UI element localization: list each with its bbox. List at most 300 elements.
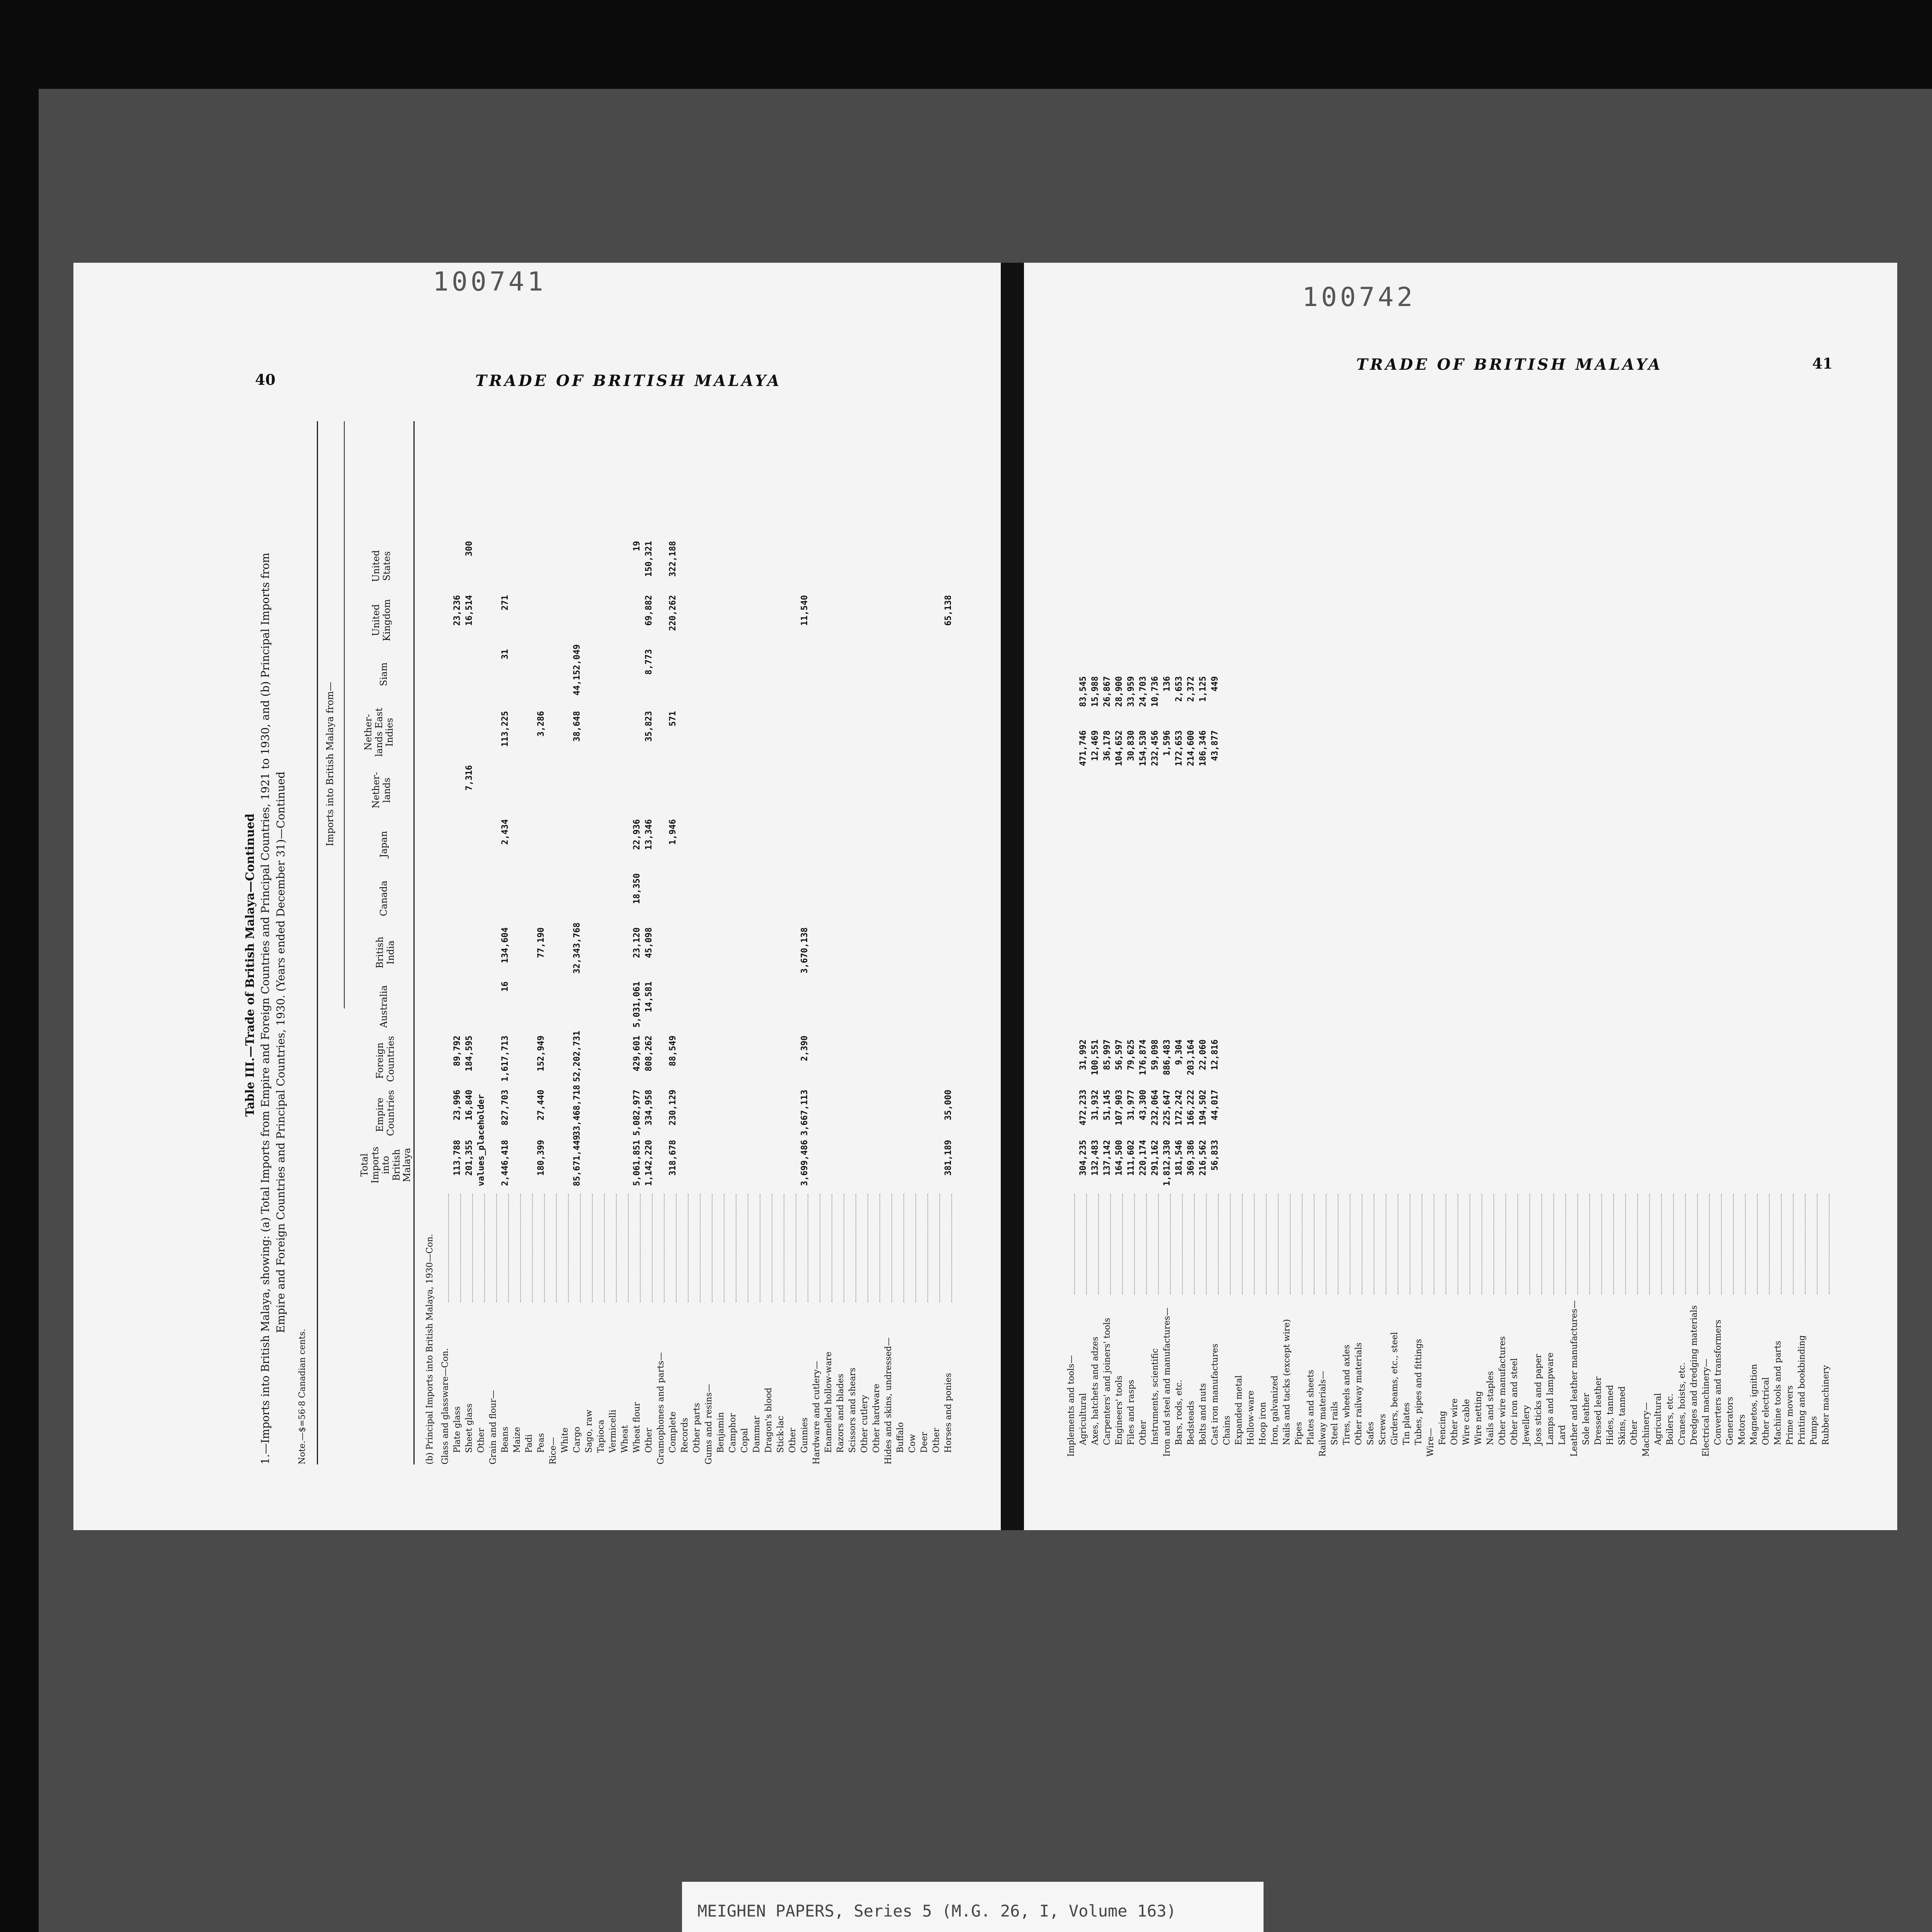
table-cell: 28,900 bbox=[1114, 676, 1124, 707]
dot-leader bbox=[1733, 1194, 1734, 1294]
table-cell: 107,903 bbox=[1114, 1090, 1124, 1126]
book-spine bbox=[1001, 263, 1024, 1530]
table-cell: 1,812,330 bbox=[1162, 1140, 1172, 1186]
col-canada: Canada bbox=[378, 880, 389, 917]
table-cell: 322,188 bbox=[668, 541, 678, 577]
table-cell: 571 bbox=[668, 711, 678, 726]
table-row-label: Other wire manufactures bbox=[1498, 1336, 1507, 1445]
table-cell: 13,346 bbox=[644, 819, 654, 850]
dot-leader bbox=[951, 1194, 952, 1302]
table-row-label: Rubber machinery bbox=[1821, 1365, 1831, 1445]
table-row-label: Grain and flour— bbox=[488, 1390, 498, 1464]
table-cell: 230,129 bbox=[668, 1090, 678, 1126]
table-cell: 85,671,449 bbox=[572, 1135, 582, 1186]
left-page bbox=[73, 263, 1001, 1530]
dot-leader bbox=[1709, 1194, 1710, 1294]
dot-leader bbox=[1817, 1194, 1818, 1294]
dot-leader bbox=[1302, 1194, 1303, 1294]
dot-leader bbox=[1206, 1194, 1207, 1294]
table-cell: 3,286 bbox=[536, 711, 546, 737]
table-cell: 1,142,220 bbox=[644, 1140, 654, 1186]
table-cell: 300 bbox=[464, 541, 474, 556]
table-cell: 5,031,061 bbox=[632, 981, 642, 1028]
table-row-label: Screws bbox=[1378, 1413, 1388, 1445]
table-row-label: Leather and leather manufactures— bbox=[1570, 1300, 1579, 1457]
table-row-label: Wheat flour bbox=[632, 1402, 642, 1453]
table-cell: 69,882 bbox=[644, 595, 654, 626]
table-row-label: Chains bbox=[1222, 1415, 1232, 1445]
table-row-label: Cargo bbox=[572, 1427, 582, 1453]
table-row-label: Generators bbox=[1725, 1396, 1735, 1445]
table-row-label: Other bbox=[644, 1428, 654, 1453]
table-row-label: Other electrical bbox=[1761, 1377, 1771, 1445]
table-cell: 52,202,731 bbox=[572, 1031, 582, 1082]
table-title: Table III.—Trade of British Malaya—Continued bbox=[243, 813, 257, 1117]
dot-leader bbox=[1278, 1194, 1279, 1294]
table-row-label: Files and rasps bbox=[1126, 1379, 1136, 1445]
dot-leader bbox=[1673, 1194, 1674, 1294]
table-row-label: Hollow-ware bbox=[1246, 1390, 1256, 1445]
table-cell: 176,874 bbox=[1138, 1039, 1148, 1075]
dot-leader bbox=[568, 1194, 569, 1302]
dot-leader bbox=[1757, 1194, 1758, 1294]
dot-leader bbox=[532, 1194, 533, 1302]
table-cell: 23,236 bbox=[452, 595, 462, 626]
table-row-label: Hardware and cutlery— bbox=[812, 1361, 821, 1464]
dot-leader bbox=[1242, 1194, 1243, 1294]
table-cell: 181,546 bbox=[1174, 1140, 1184, 1176]
table-cell: 59,098 bbox=[1150, 1039, 1160, 1070]
table-cell: 304,235 bbox=[1078, 1140, 1088, 1176]
table-row-label: Safes bbox=[1366, 1422, 1376, 1445]
table-row-label: Hides, tanned bbox=[1605, 1385, 1615, 1445]
table-row-label: Razors and blades bbox=[836, 1374, 845, 1453]
table-row-label: Carpenters' and joiners' tools bbox=[1102, 1318, 1112, 1445]
table-row-label: Iron, galvanized bbox=[1270, 1375, 1280, 1445]
dot-leader bbox=[915, 1194, 916, 1302]
table-row-label: Other wire bbox=[1450, 1398, 1459, 1445]
table-cell: 2,446,418 bbox=[500, 1140, 510, 1186]
dot-leader bbox=[496, 1194, 497, 1302]
table-row-label: Glass and glassware—Con. bbox=[440, 1348, 450, 1464]
table-cell: 111,602 bbox=[1126, 1140, 1136, 1176]
table-cell: 36,178 bbox=[1102, 730, 1112, 761]
dot-leader bbox=[1613, 1194, 1614, 1294]
table-subtitle-1: 1.—Imports into British Malaya, showing: (a) Total Imports from Empire and Foreign Countries and Principal Countries, 1921 to 1930, and (b) Principal Imports from bbox=[259, 553, 272, 1464]
dot-leader bbox=[1146, 1194, 1147, 1294]
table-row-label: Rice— bbox=[548, 1437, 558, 1464]
table-row-label: Printing and bookbinding bbox=[1797, 1335, 1807, 1445]
table-row-label: Buffalo bbox=[896, 1422, 905, 1453]
table-cell: 164,500 bbox=[1114, 1140, 1124, 1176]
table-row-label: Axes, hatchets and adzes bbox=[1090, 1337, 1100, 1445]
table-cell: 23,120 bbox=[632, 927, 642, 958]
table-cell: 85,997 bbox=[1102, 1039, 1112, 1070]
table-row-label: Other railway materials bbox=[1354, 1342, 1364, 1445]
table-row-label: Instruments, scientific bbox=[1150, 1348, 1160, 1445]
table-row-label: Steel rails bbox=[1330, 1401, 1340, 1445]
table-row-label: Other cutlery bbox=[860, 1395, 869, 1453]
table-row-label: Other bbox=[476, 1428, 486, 1453]
table-cell: 232,064 bbox=[1150, 1090, 1160, 1126]
table-cell: 9,304 bbox=[1174, 1039, 1184, 1065]
table-row-label: Cranes, hoists, etc. bbox=[1677, 1362, 1687, 1445]
table-cell: 318,678 bbox=[668, 1140, 678, 1176]
table-cell: 2,390 bbox=[800, 1036, 810, 1061]
table-row-label: Gunnies bbox=[800, 1417, 810, 1453]
table-cell: 77,190 bbox=[536, 927, 546, 958]
dot-leader bbox=[1721, 1194, 1722, 1294]
dot-leader bbox=[1314, 1194, 1315, 1294]
table-cell: 1,617,713 bbox=[500, 1036, 510, 1082]
dot-leader bbox=[628, 1194, 629, 1302]
table-subtitle-2: Empire and Foreign Countries and Principal Countries, 1930. (Years ended December 31)—Continued bbox=[274, 771, 287, 1333]
dot-leader bbox=[1230, 1194, 1231, 1294]
table-cell: 35,000 bbox=[944, 1090, 953, 1121]
table-cell: values_placeholder bbox=[476, 1094, 486, 1186]
dot-leader bbox=[676, 1194, 677, 1302]
header-bottom-rule bbox=[413, 421, 415, 1464]
table-cell: 11,540 bbox=[800, 595, 810, 626]
table-cell: 134,604 bbox=[500, 927, 510, 963]
table-cell: 5,082,977 bbox=[632, 1090, 642, 1136]
table-cell: 43,877 bbox=[1210, 730, 1220, 761]
table-row-label: Pipes bbox=[1294, 1422, 1304, 1445]
table-cell: 79,625 bbox=[1126, 1039, 1136, 1070]
table-cell: 33,468,718 bbox=[572, 1085, 582, 1136]
dot-leader bbox=[1745, 1194, 1746, 1294]
table-row-label: Other parts bbox=[692, 1403, 702, 1453]
dot-leader bbox=[1481, 1194, 1482, 1294]
col-netherlands-east-indies: Nether- lands East Indies bbox=[363, 707, 395, 757]
dot-leader bbox=[544, 1194, 545, 1302]
table-cell: 100,551 bbox=[1090, 1039, 1100, 1075]
table-row-label: Tapioca bbox=[596, 1420, 606, 1453]
dot-leader bbox=[1601, 1194, 1602, 1294]
dot-leader bbox=[1781, 1194, 1782, 1294]
table-row-label: Deer bbox=[920, 1432, 929, 1453]
table-row-label: Bars, rods, etc. bbox=[1174, 1379, 1184, 1445]
table-row-label: Plates and sheets bbox=[1306, 1369, 1316, 1445]
table-row-label: Vermicelli bbox=[608, 1410, 618, 1453]
table-cell: 10,736 bbox=[1150, 676, 1160, 707]
table-cell: 16,840 bbox=[464, 1090, 474, 1121]
dot-leader bbox=[1098, 1194, 1099, 1294]
group-rule bbox=[344, 421, 345, 1009]
dot-leader bbox=[1290, 1194, 1291, 1294]
table-cell: 83,545 bbox=[1078, 676, 1088, 707]
dot-leader bbox=[1158, 1194, 1159, 1294]
table-row-label: Tin plates bbox=[1402, 1402, 1412, 1445]
table-cell: 32,343,768 bbox=[572, 922, 582, 974]
table-cell: 808,262 bbox=[644, 1036, 654, 1071]
table-row-label: Bedsteads bbox=[1186, 1401, 1196, 1445]
table-cell: 89,792 bbox=[452, 1036, 462, 1066]
table-row-label: Agricultural bbox=[1078, 1393, 1088, 1445]
table-cell: 3,667,113 bbox=[800, 1090, 810, 1136]
table-row-label: Other bbox=[1629, 1420, 1639, 1445]
table-cell: 1,125 bbox=[1198, 676, 1208, 702]
table-cell: 22,060 bbox=[1198, 1039, 1208, 1070]
table-row-label: Dammar bbox=[752, 1415, 762, 1453]
table-row-label: Dressed leather bbox=[1594, 1376, 1603, 1445]
table-row-label: Wire— bbox=[1426, 1428, 1435, 1457]
table-row-label: Boilers, etc. bbox=[1665, 1393, 1675, 1445]
table-cell: 172,242 bbox=[1174, 1090, 1184, 1126]
table-cell: 56,597 bbox=[1114, 1039, 1124, 1070]
table-row-label: Copal bbox=[740, 1428, 750, 1453]
dot-leader bbox=[1517, 1194, 1518, 1294]
table-cell: 3,670,138 bbox=[800, 927, 810, 974]
archive-stamp-left: 100741 bbox=[433, 267, 546, 297]
dot-leader bbox=[1637, 1194, 1638, 1294]
dot-leader bbox=[616, 1194, 617, 1302]
table-row-label: Stick-lac bbox=[776, 1415, 786, 1453]
table-cell: 56,833 bbox=[1210, 1140, 1220, 1171]
table-cell: 31,977 bbox=[1126, 1090, 1136, 1121]
table-cell: 201,355 bbox=[464, 1140, 474, 1176]
table-cell: 203,164 bbox=[1186, 1039, 1196, 1075]
table-row-label: Sago, raw bbox=[584, 1410, 594, 1453]
table-cell: 14,581 bbox=[644, 981, 654, 1012]
dot-leader bbox=[664, 1194, 665, 1302]
dot-leader bbox=[1541, 1194, 1542, 1294]
open-book bbox=[73, 263, 1897, 1530]
table-cell: 2,434 bbox=[500, 819, 510, 845]
dot-leader bbox=[903, 1194, 904, 1302]
table-row-label: Pumps bbox=[1809, 1416, 1819, 1445]
table-row-label: Gramophones and parts— bbox=[656, 1352, 666, 1464]
dot-leader bbox=[700, 1194, 701, 1302]
dot-leader bbox=[1829, 1194, 1830, 1294]
dot-leader bbox=[1469, 1194, 1470, 1294]
table-cell: 27,440 bbox=[536, 1090, 546, 1121]
table-cell: 31,932 bbox=[1090, 1090, 1100, 1121]
col-united-kingdom: United Kingdom bbox=[371, 599, 392, 641]
dot-leader bbox=[688, 1194, 689, 1302]
table-cell: 194,502 bbox=[1198, 1090, 1208, 1126]
dot-leader bbox=[1194, 1194, 1195, 1294]
table-cell: 31 bbox=[500, 649, 510, 660]
table-cell: 33,959 bbox=[1126, 676, 1136, 707]
table-row-label: Nails and tacks (except wire) bbox=[1282, 1319, 1292, 1445]
table-cell: 44,017 bbox=[1210, 1090, 1220, 1121]
table-cell: 232,456 bbox=[1150, 730, 1160, 766]
table-cell: 88,549 bbox=[668, 1036, 678, 1066]
table-row-label: Fencing bbox=[1438, 1411, 1447, 1445]
dot-leader bbox=[1661, 1194, 1662, 1294]
table-row-label: Sole leather bbox=[1582, 1393, 1591, 1445]
table-row-label: Complete bbox=[668, 1412, 678, 1453]
table-cell: 172,653 bbox=[1174, 730, 1184, 766]
dot-leader bbox=[1769, 1194, 1770, 1294]
table-cell: 12,816 bbox=[1210, 1039, 1220, 1070]
table-row-label: Enamelled hollow-ware bbox=[824, 1352, 833, 1453]
table-row-label: Skins, tanned bbox=[1617, 1386, 1627, 1445]
table-row-label: Hoop iron bbox=[1258, 1402, 1268, 1445]
table-row-label: Benjamin bbox=[716, 1412, 726, 1453]
dot-leader bbox=[1685, 1194, 1686, 1294]
table-cell: 104,652 bbox=[1114, 730, 1124, 766]
col-empire: Empire Countries bbox=[374, 1090, 396, 1136]
table-cell: 113,225 bbox=[500, 711, 510, 747]
page-number-right: 41 bbox=[1812, 355, 1833, 372]
dot-leader bbox=[556, 1194, 557, 1302]
dot-leader bbox=[484, 1194, 485, 1302]
table-cell: 449 bbox=[1210, 676, 1220, 692]
table-cell: 12,469 bbox=[1090, 730, 1100, 761]
table-row-label: Horses and ponies bbox=[944, 1373, 953, 1453]
dot-leader bbox=[652, 1194, 653, 1302]
table-cell: 186,346 bbox=[1198, 730, 1208, 766]
table-row-label: Machine tools and parts bbox=[1773, 1340, 1783, 1445]
dot-leader bbox=[855, 1194, 856, 1302]
dot-leader bbox=[1122, 1194, 1123, 1294]
table-cell: 827,703 bbox=[500, 1090, 510, 1126]
table-row-label: Motors bbox=[1737, 1414, 1747, 1445]
table-row-label: Lamps and lampware bbox=[1546, 1352, 1555, 1445]
dot-leader bbox=[1493, 1194, 1494, 1294]
table-row-label: Scissors and shears bbox=[848, 1367, 857, 1453]
table-cell: 1,946 bbox=[668, 819, 678, 845]
table-row-label: Railway materials— bbox=[1318, 1371, 1328, 1457]
table-row-label: Magnetos, ignition bbox=[1749, 1364, 1759, 1445]
dot-leader bbox=[1649, 1194, 1650, 1294]
dot-leader bbox=[508, 1194, 509, 1302]
dot-leader bbox=[1134, 1194, 1135, 1294]
table-cell: 2,372 bbox=[1186, 676, 1196, 702]
table-row-label: Nails and staples bbox=[1486, 1371, 1495, 1445]
table-cell: 180,399 bbox=[536, 1140, 546, 1176]
dot-leader bbox=[640, 1194, 641, 1302]
running-head-left: TRADE OF BRITISH MALAYA bbox=[475, 372, 782, 390]
table-cell: 45,098 bbox=[644, 927, 654, 958]
table-cell: 152,949 bbox=[536, 1036, 546, 1071]
table-row-label: Lard bbox=[1558, 1425, 1567, 1445]
dot-leader bbox=[712, 1194, 713, 1302]
page-number-left: 40 bbox=[255, 371, 276, 388]
table-cell: 271 bbox=[500, 595, 510, 611]
table-row-label: Dredges and dredging materials bbox=[1689, 1305, 1699, 1445]
table-cell: 22,936 bbox=[632, 819, 642, 850]
table-row-label: Expanded metal bbox=[1234, 1375, 1244, 1445]
dot-leader bbox=[879, 1194, 880, 1302]
dot-leader bbox=[891, 1194, 892, 1302]
table-cell: 24,703 bbox=[1138, 676, 1148, 707]
dot-leader bbox=[1170, 1194, 1171, 1294]
header-top-rule bbox=[317, 421, 318, 1464]
col-siam: Siam bbox=[378, 662, 389, 686]
table-cell: 23,996 bbox=[452, 1090, 462, 1121]
table-row-label: Other iron and steel bbox=[1510, 1358, 1519, 1445]
table-cell: 38,648 bbox=[572, 711, 582, 742]
table-row-label: Wheat bbox=[620, 1425, 630, 1453]
table-cell: 369,386 bbox=[1186, 1140, 1196, 1176]
dot-leader bbox=[1086, 1194, 1087, 1294]
dot-leader bbox=[1505, 1194, 1506, 1294]
dot-leader bbox=[1805, 1194, 1806, 1294]
col-foreign: Foreign Countries bbox=[374, 1036, 396, 1082]
table-row-label: Other hardware bbox=[872, 1384, 881, 1453]
rotated-table-right bbox=[1066, 665, 1851, 1457]
dot-leader bbox=[939, 1194, 940, 1302]
group-heading: Imports into British Malaya from— bbox=[325, 682, 335, 846]
table-row-label: Joss sticks and paper bbox=[1534, 1354, 1543, 1445]
table-row-label: Sheet glass bbox=[464, 1403, 474, 1453]
dot-leader bbox=[867, 1194, 868, 1302]
table-cell: 8,773 bbox=[644, 649, 654, 675]
table-row-label: Dragon's blood bbox=[764, 1388, 774, 1453]
table-cell: 65,138 bbox=[944, 595, 953, 626]
table-row-label: Records bbox=[680, 1417, 690, 1453]
dot-leader bbox=[1565, 1194, 1566, 1294]
table-cell: 886,483 bbox=[1162, 1039, 1172, 1075]
table-row-label: White bbox=[560, 1427, 570, 1453]
table-cell: 216,562 bbox=[1198, 1140, 1208, 1176]
table-row-label: Cow bbox=[908, 1434, 917, 1453]
table-row-label: Cast iron manufactures bbox=[1210, 1344, 1220, 1445]
table-cell: 19 bbox=[632, 541, 642, 551]
table-cell: 31,992 bbox=[1078, 1039, 1088, 1070]
table-cell: 132,483 bbox=[1090, 1140, 1100, 1176]
table-cell: 30,830 bbox=[1126, 730, 1136, 761]
table-cell: 184,595 bbox=[464, 1036, 474, 1071]
dot-leader bbox=[1625, 1194, 1626, 1294]
table-cell: 334,958 bbox=[644, 1090, 654, 1126]
dot-leader bbox=[927, 1194, 928, 1302]
table-cell: 3,699,486 bbox=[800, 1140, 810, 1186]
dot-leader bbox=[1182, 1194, 1183, 1294]
series-label: MEIGHEN PAPERS, Series 5 (M.G. 26, I, Volume 163) bbox=[682, 1882, 1264, 1932]
table-cell: 18,350 bbox=[632, 873, 642, 904]
dot-leader bbox=[580, 1194, 581, 1302]
table-cell: 35,823 bbox=[644, 711, 654, 742]
table-cell: 44,152,049 bbox=[572, 644, 582, 696]
section-heading: (b) Principal Imports into British Malaya, 1930—Con. bbox=[425, 1234, 435, 1464]
table-cell: 214,600 bbox=[1186, 730, 1196, 766]
table-row-label: Hides and skins, undressed— bbox=[884, 1337, 893, 1464]
dot-leader bbox=[1110, 1194, 1111, 1294]
table-cell: 225,647 bbox=[1162, 1090, 1172, 1126]
table-row-label: Padi bbox=[524, 1434, 534, 1453]
table-row-label: Maize bbox=[512, 1427, 522, 1453]
table-row-label: Prime movers bbox=[1785, 1385, 1795, 1445]
table-row-label: Beans bbox=[500, 1427, 510, 1453]
table-cell: 429,601 bbox=[632, 1036, 642, 1071]
table-cell: 51,145 bbox=[1102, 1090, 1112, 1121]
table-cell: 26,867 bbox=[1102, 676, 1112, 707]
dot-leader bbox=[1697, 1194, 1698, 1294]
table-cell: 16 bbox=[500, 981, 510, 992]
table-row-label: Agricultural bbox=[1653, 1393, 1663, 1445]
table-cell: 166,222 bbox=[1186, 1090, 1196, 1126]
dot-leader bbox=[1326, 1194, 1327, 1294]
table-row-label: Plate glass bbox=[452, 1406, 462, 1453]
table-cell: 154,530 bbox=[1138, 730, 1148, 766]
table-cell: 7,316 bbox=[464, 765, 474, 791]
col-netherlands: Nether- lands bbox=[371, 772, 392, 809]
table-cell: 1,596 bbox=[1162, 730, 1172, 756]
table-row-label: Wire cable bbox=[1462, 1399, 1471, 1445]
table-row-label: Bolts and nuts bbox=[1198, 1383, 1208, 1445]
table-row-label: Iron and steel and manufactures— bbox=[1162, 1307, 1172, 1457]
table-cell: 137,142 bbox=[1102, 1140, 1112, 1176]
dot-leader bbox=[1589, 1194, 1590, 1294]
table-row-label: Implements and tools— bbox=[1066, 1355, 1076, 1457]
running-head-right: TRADE OF BRITISH MALAYA bbox=[1356, 355, 1663, 374]
col-australia: Australia bbox=[378, 985, 389, 1028]
rotated-table bbox=[243, 421, 978, 1464]
